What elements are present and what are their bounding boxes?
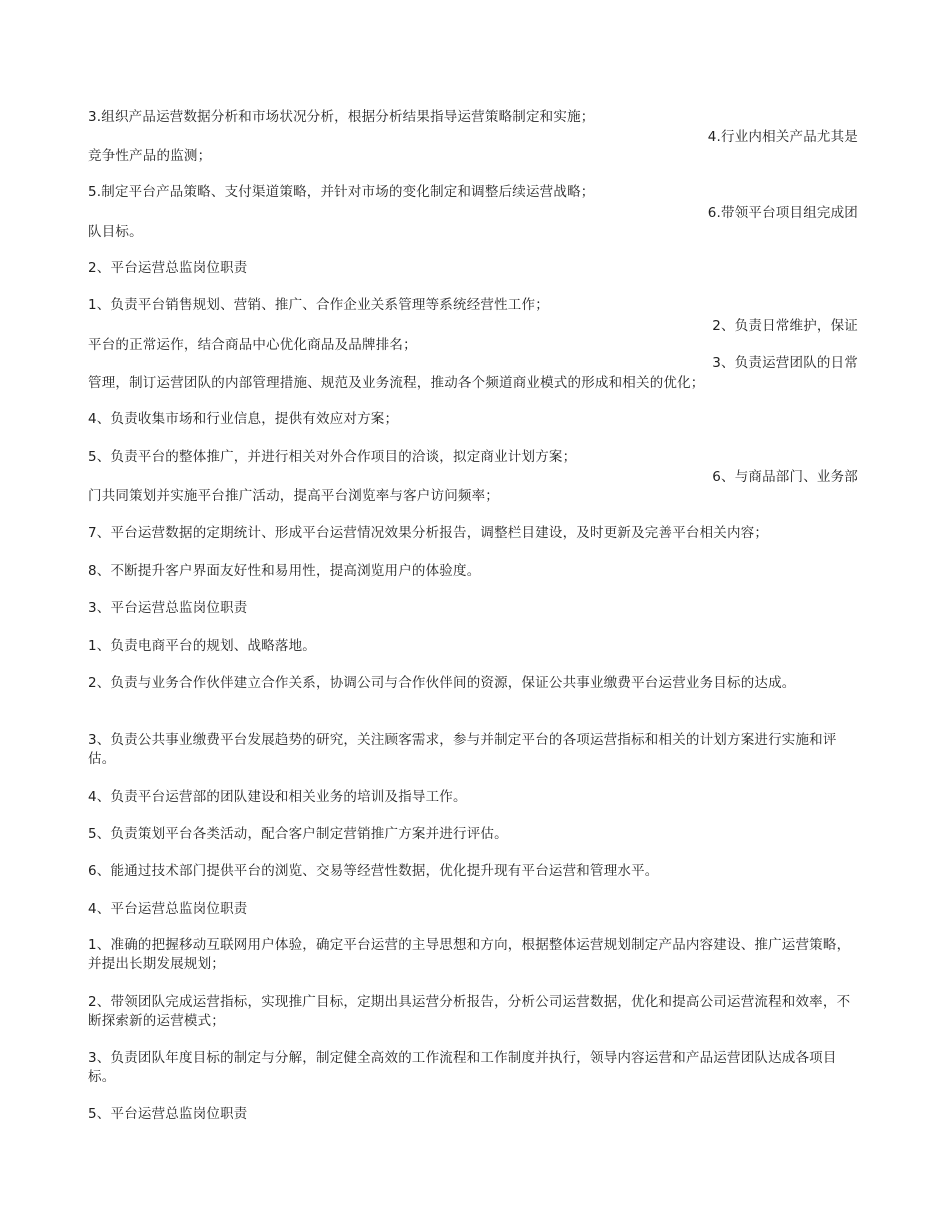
text-line: 4、负责平台运营部的团队建设和相关业务的培训及指导工作。 [88,789,467,805]
text-line: 3.组织产品运营数据分析和市场状况分析，根据分析结果指导运营策略制定和实施； [88,109,595,125]
text-line: 1、负责电商平台的规划、战略落地。 [88,638,316,654]
text-line: 1、负责平台销售规划、营销、推广、合作企业关系管理等系统经营性工作； [88,297,549,313]
text-paragraph: 2、负责与业务合作伙伴建立合作关系，协调公司与合作伙伴间的资源，保证公共事业缴费平台运营业务目标的达成。 [88,675,796,691]
text-line: 平台的正常运作，结合商品中心优化商品及品牌排名； [88,337,417,353]
text-line: 7、平台运营数据的定期统计、形成平台运营情况效果分析报告，调整栏目建设，及时更新及完善平台相关内容； [88,525,769,541]
text-paragraph: 3、负责公共事业缴费平台发展趋势的研究，关注顾客需求，参与并制定平台的各项运营指标和相关的计划方案进行实施和评估。 [88,732,837,767]
text-line: 门共同策划并实施平台推广活动，提高平台浏览率与客户访问频率； [88,488,499,504]
section-heading: 3、平台运营总监岗位职责 [88,600,248,616]
section-heading: 2、平台运营总监岗位职责 [88,260,248,276]
text-line: 6、能通过技术部门提供平台的浏览、交易等经营性数据，优化提升现有平台运营和管理水平。 [88,863,659,879]
section-heading: 4、平台运营总监岗位职责 [88,901,248,917]
text-line: 竞争性产品的监测； [88,148,212,164]
text-line: 4.行业内相关产品尤其是 [707,129,858,145]
text-line: 2、负责日常维护，保证 [712,318,858,334]
text-paragraph: 3、负责团队年度目标的制定与分解，制定健全高效的工作流程和工作制度并执行，领导内容运营和产品运营团队达成各项目标。 [88,1050,837,1085]
text-line: 5、负责平台的整体推广，并进行相关对外合作项目的洽谈，拟定商业计划方案； [88,449,577,465]
text-line: 队目标。 [88,224,143,240]
text-paragraph: 2、带领团队完成运营指标，实现推广目标，定期出具运营分析报告，分析公司运营数据，优化和提高公司运营流程和效率，不断探索新的运营模式； [88,994,851,1029]
text-paragraph: 1、准确的把握移动互联网用户体验，确定平台运营的主导思想和方向，根据整体运营规划制定产品内容建设、推广运营策略，并提出长期发展规划； [88,937,851,972]
text-line: 5、负责策划平台各类活动，配合客户制定营销推广方案并进行评估。 [88,826,508,842]
text-line: 5.制定平台产品策略、支付渠道策略，并针对市场的变化制定和调整后续运营战略； [88,184,595,200]
text-line: 管理，制订运营团队的内部管理措施、规范及业务流程，推动各个频道商业模式的形成和相关的优化； [88,375,705,391]
text-line: 6、与商品部门、业务部 [712,469,858,485]
text-line: 6.带领平台项目组完成团 [707,205,858,221]
text-line: 4、负责收集市场和行业信息，提供有效应对方案； [88,411,399,427]
text-line: 8、不断提升客户界面友好性和易用性，提高浏览用户的体验度。 [88,563,481,579]
section-heading: 5、平台运营总监岗位职责 [88,1106,248,1122]
text-line: 3、负责运营团队的日常 [712,355,858,371]
